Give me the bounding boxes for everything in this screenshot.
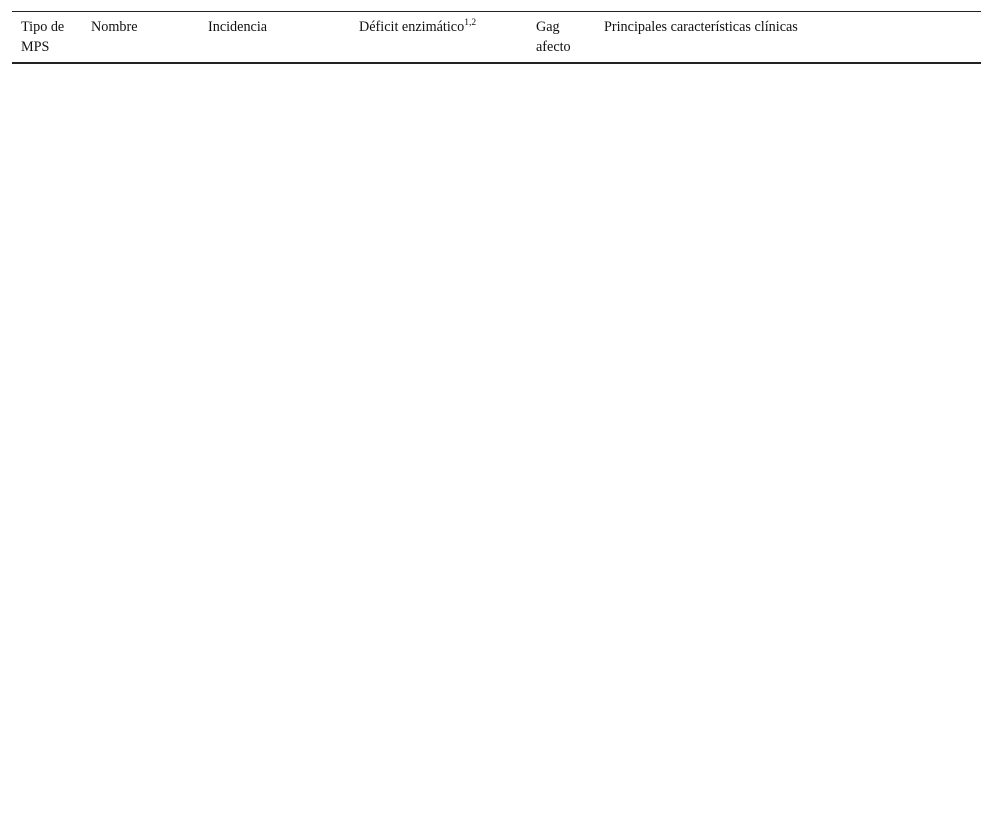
mps-table — [12, 11, 981, 64]
header-deficit — [350, 12, 527, 64]
header-nombre: Nombre — [82, 12, 199, 64]
header-deficit-text: Déficit enzimático — [359, 19, 465, 35]
header-gag: Gag afecto — [527, 12, 595, 64]
header-clinica: Principales características clínicas — [595, 12, 981, 64]
table-header — [12, 12, 981, 64]
header-tipo: Tipo de MPS — [12, 12, 82, 64]
header-deficit-ref: 1,2 — [464, 18, 477, 28]
header-incidencia: Incidencia — [199, 12, 350, 64]
